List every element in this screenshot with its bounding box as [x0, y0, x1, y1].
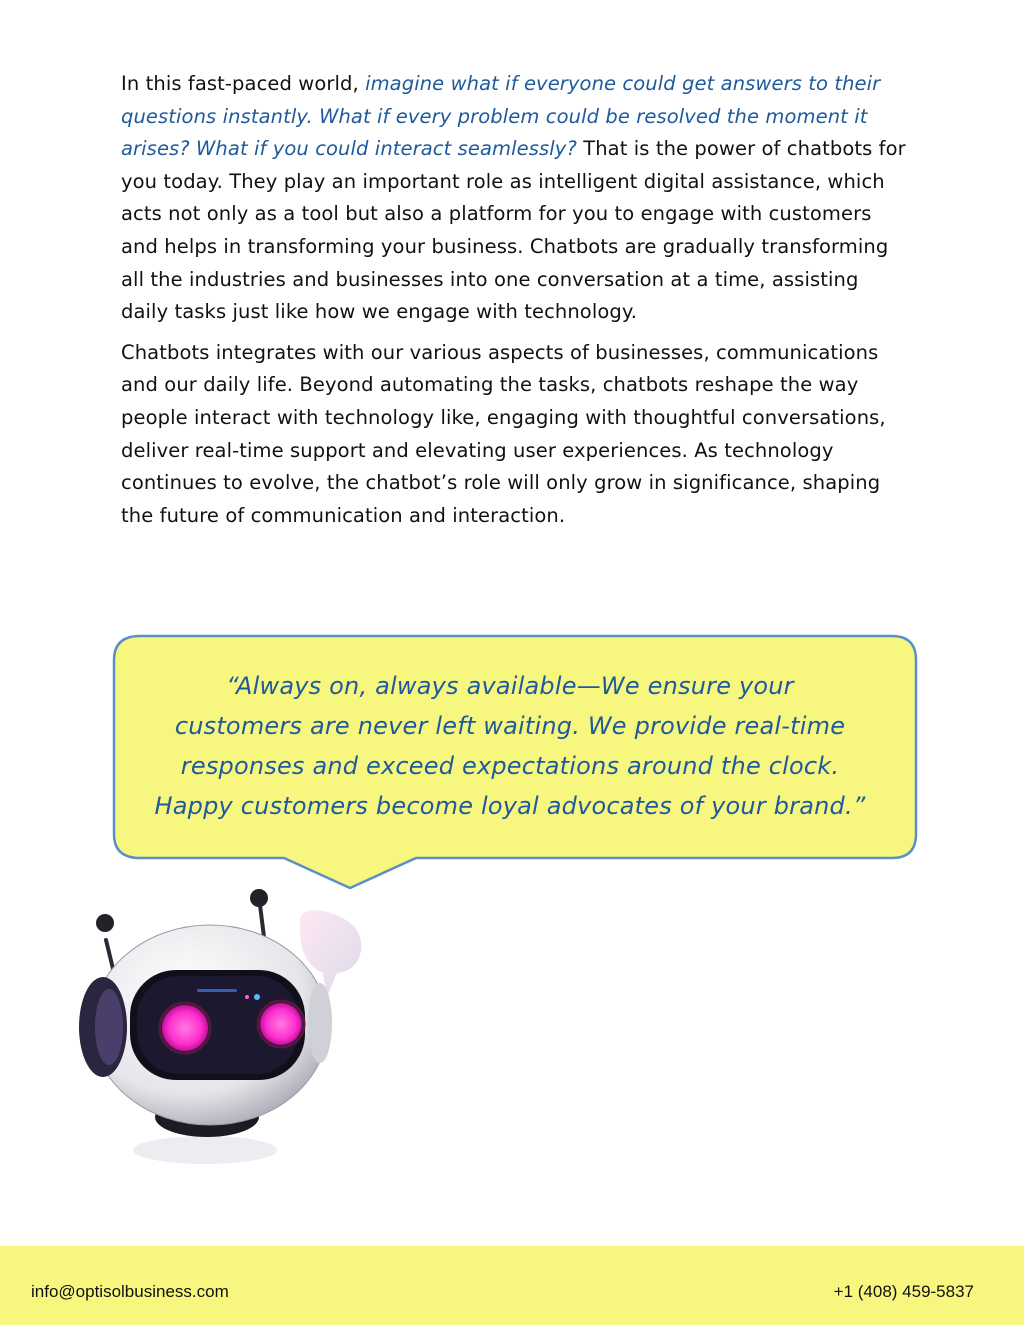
quote-line: customers are never left waiting. We provide real-time [174, 712, 846, 740]
footer-email-link[interactable]: info@optisolbusiness.com [31, 1282, 229, 1301]
intro-lead: In this fast-paced world, [121, 72, 366, 95]
quote-line: responses and exceed expectations around the clock. [180, 752, 840, 780]
intro-rest: That is the power of chatbots for you today. They play an important role as intelligent digital assistance, which acts not only as a tool but also a platform for you to engage with customers and helps in transforming your business. Chatbots are gradually transforming all the industries and businesses into one conversation at a time, assisting daily tasks just like how we engage with technology. [121, 137, 906, 324]
footer-phone-link[interactable]: +1 (408) 459-5837 [833, 1282, 974, 1301]
chatbot-robot-icon [75, 885, 375, 1185]
intro-paragraph [121, 68, 911, 329]
quote-line: Happy customers become loyal advocates of your brand.” [154, 792, 866, 820]
quote-line: “Always on, always available—We ensure your [226, 672, 794, 700]
page-footer [0, 1246, 1024, 1325]
article-body [121, 68, 911, 532]
intro-highlight: imagine what if everyone could get answers to their questions instantly. What if every problem could be resolved the moment it arises? What if you could interact seamlessly? [121, 72, 881, 161]
quote-text [130, 666, 890, 826]
second-paragraph: Chatbots integrates with our various aspects of businesses, communications and our daily life. Beyond automating the tasks, chatbots reshape the way people interact with technology like, engaging with thoughtful conversations, deliver real-time support and elevating user experiences. As technology continues to evolve, the chatbot’s role will only grow in significance, shaping the future of communication and interaction. [121, 340, 886, 527]
